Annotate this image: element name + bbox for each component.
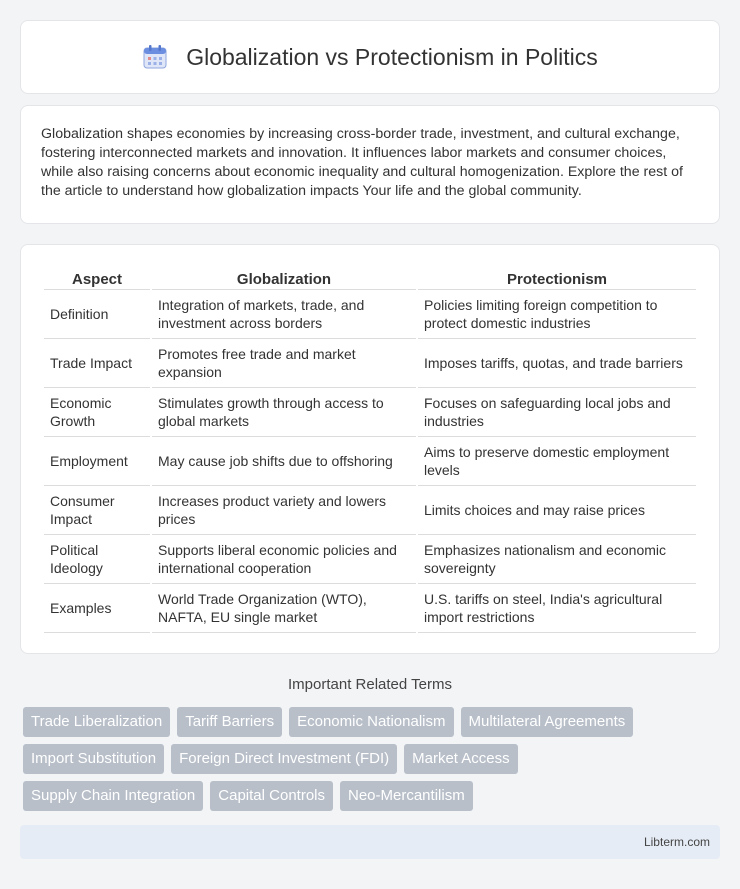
related-terms-title: Important Related Terms [288,676,452,693]
header-card [20,20,720,94]
globalization-cell: Increases product variety and lowers prices [152,486,416,535]
globalization-cell: Supports liberal economic policies and international cooperation [152,535,416,584]
protectionism-cell: Emphasizes nationalism and economic sovereignty [418,535,696,584]
table-row [44,339,696,388]
related-term-tag[interactable]: Trade Liberalization [23,707,170,737]
table-row [44,290,696,339]
related-term-tag[interactable]: Supply Chain Integration [23,781,203,811]
comparison-table-card [20,244,720,654]
column-header-globalization: Globalization [152,265,416,290]
protectionism-cell: Aims to preserve domestic employment levels [418,437,696,486]
table-row [44,437,696,486]
page-title: Globalization vs Protectionism in Politics [186,43,598,70]
related-term-tag[interactable]: Import Substitution [23,744,164,774]
related-term-tag[interactable]: Neo-Mercantilism [340,781,473,811]
globalization-cell: Stimulates growth through access to global markets [152,388,416,437]
aspect-cell: Definition [44,290,150,339]
table-header-row [44,265,696,290]
globalization-cell: World Trade Organization (WTO), NAFTA, EU single market [152,584,416,633]
protectionism-cell: Focuses on safeguarding local jobs and industries [418,388,696,437]
footer [20,825,720,859]
aspect-cell: Examples [44,584,150,633]
protectionism-cell: Policies limiting foreign competition to protect domestic industries [418,290,696,339]
comparison-table [42,265,698,633]
intro-card [20,105,720,224]
intro-text: Globalization shapes economies by increasing cross-border trade, investment, and cultural exchange, fostering interconnected markets and innovation. It influences labor markets and consumer choices, while also raising concerns about economic inequality and cultural homogenization. Explore the rest of the article to understand how globalization impacts Your life and the global community. [41,126,683,199]
related-term-tag[interactable]: Multilateral Agreements [461,707,634,737]
footer-site-link[interactable]: Libterm.com [643,835,710,849]
calendar-icon [142,44,168,70]
column-header-protectionism: Protectionism [418,265,696,290]
protectionism-cell: Imposes tariffs, quotas, and trade barriers [418,339,696,388]
table-row [44,584,696,633]
aspect-cell: Employment [44,437,150,486]
globalization-cell: May cause job shifts due to offshoring [152,437,416,486]
globalization-cell: Integration of markets, trade, and investment across borders [152,290,416,339]
protectionism-cell: U.S. tariffs on steel, India's agricultural import restrictions [418,584,696,633]
table-row [44,486,696,535]
aspect-cell: Consumer Impact [44,486,150,535]
protectionism-cell: Limits choices and may raise prices [418,486,696,535]
related-term-tag[interactable]: Capital Controls [210,781,333,811]
table-row [44,535,696,584]
table-row [44,388,696,437]
related-term-tag[interactable]: Tariff Barriers [177,707,282,737]
aspect-cell: Political Ideology [44,535,150,584]
related-term-tag[interactable]: Foreign Direct Investment (FDI) [171,744,397,774]
column-header-aspect: Aspect [44,265,150,290]
globalization-cell: Promotes free trade and market expansion [152,339,416,388]
aspect-cell: Trade Impact [44,339,150,388]
related-term-tag[interactable]: Market Access [404,744,518,774]
aspect-cell: Economic Growth [44,388,150,437]
related-term-tag[interactable]: Economic Nationalism [289,707,453,737]
related-terms-list [23,707,723,818]
